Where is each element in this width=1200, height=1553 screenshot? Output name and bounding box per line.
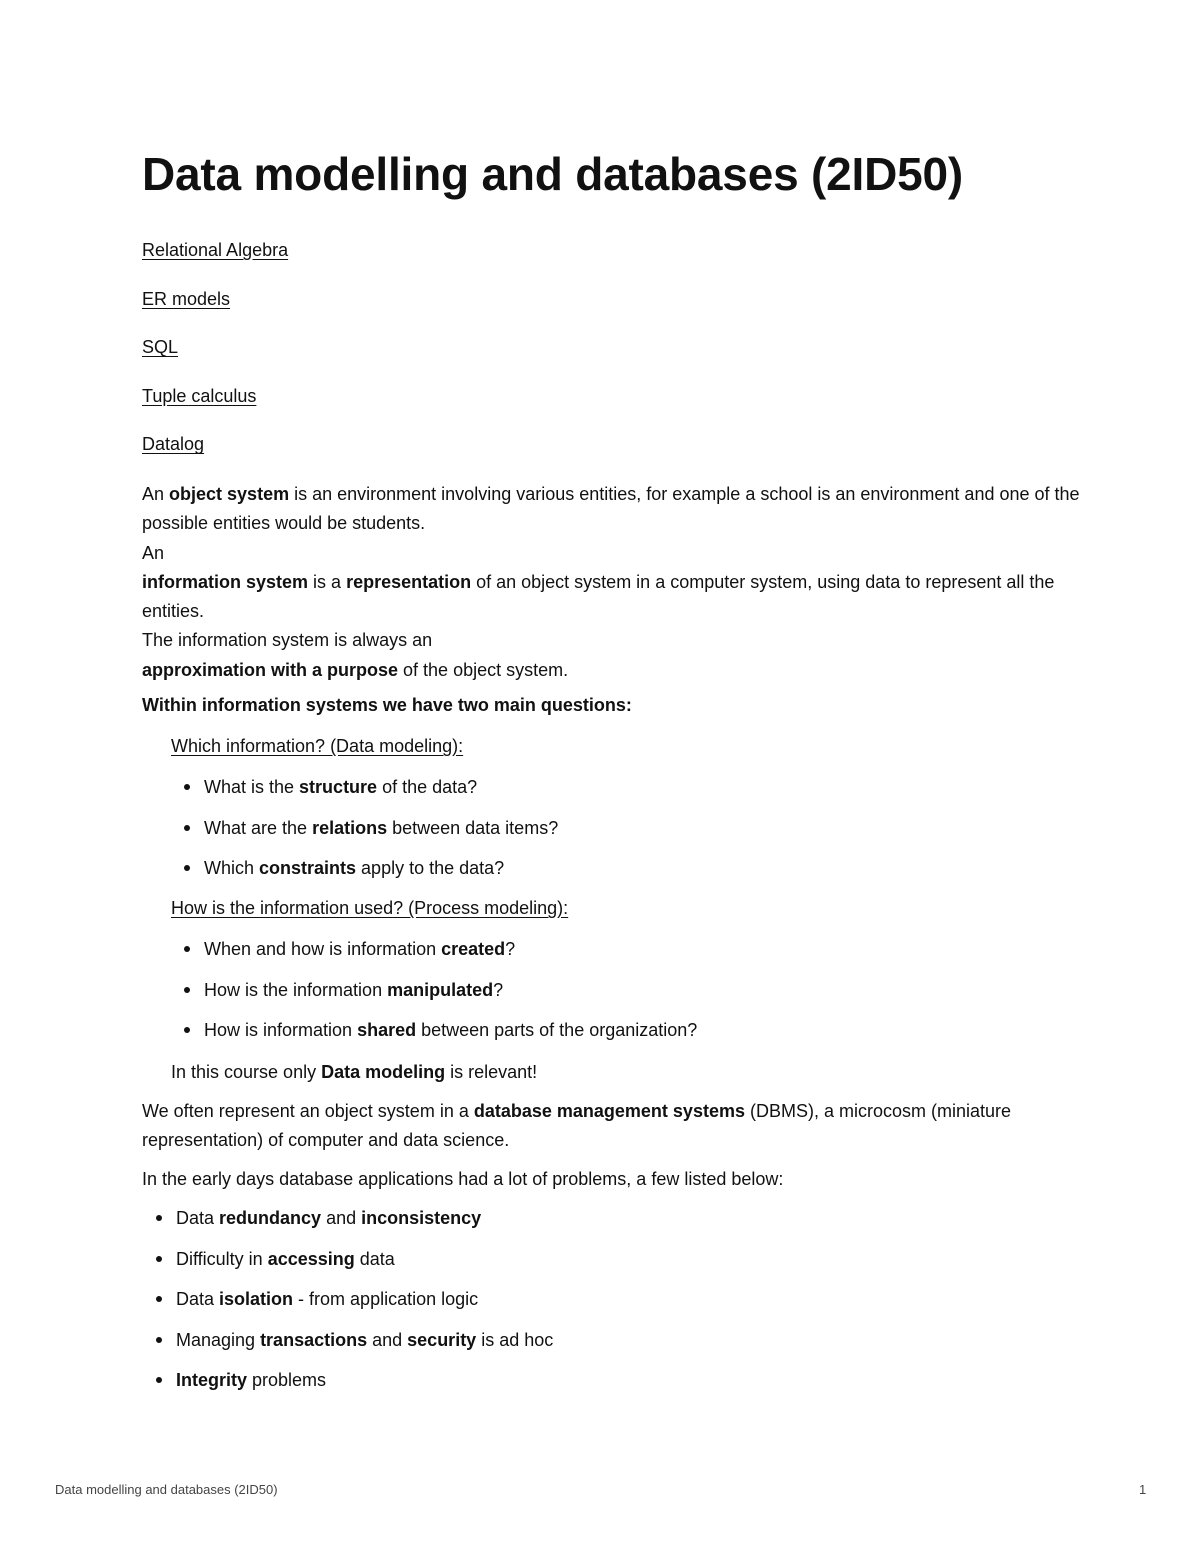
bullet-icon bbox=[184, 946, 190, 952]
toc-link-datalog[interactable]: Datalog bbox=[142, 434, 205, 455]
data-modeling-list bbox=[171, 777, 558, 899]
process-modeling-heading: How is the information used? (Process modeling): bbox=[171, 898, 569, 918]
problems-list bbox=[142, 1208, 553, 1411]
text-run: When and how is information bbox=[204, 939, 442, 959]
text-run: What is the bbox=[204, 777, 300, 797]
relevance-note bbox=[171, 1058, 1111, 1087]
list-item bbox=[142, 1249, 553, 1290]
text-run: of the data? bbox=[377, 777, 478, 797]
list-item bbox=[171, 858, 558, 899]
text-run: Which bbox=[204, 858, 260, 878]
list-item bbox=[171, 818, 558, 859]
term-dbms: database management systems bbox=[473, 1101, 745, 1121]
text-run: and bbox=[321, 1208, 362, 1228]
bullet-icon bbox=[156, 1215, 162, 1221]
list-item bbox=[142, 1330, 553, 1371]
emphasis: relations bbox=[312, 817, 388, 838]
intro-paragraph bbox=[142, 480, 1082, 685]
text-run: of an object system in a computer system, using data to represent all the entities. bbox=[142, 571, 1055, 622]
page-title: Data modelling and databases (2ID50) bbox=[142, 148, 964, 200]
questions-heading: Within information systems we have two main questions: bbox=[142, 695, 632, 715]
text-run: Managing bbox=[176, 1329, 261, 1350]
text-run: Data bbox=[176, 1208, 220, 1228]
toc-item bbox=[142, 289, 288, 338]
bullet-icon bbox=[184, 987, 190, 993]
bullet-icon bbox=[184, 784, 190, 790]
text-run: An bbox=[142, 484, 170, 504]
text-run: An bbox=[142, 542, 165, 563]
text-run: is an environment involving various entities, for example a school is an environment and one of the possible entities would be students. bbox=[142, 484, 1080, 534]
bullet-icon bbox=[156, 1296, 162, 1302]
toc-item bbox=[142, 337, 288, 386]
list-item bbox=[142, 1370, 553, 1411]
text-run: of the object system. bbox=[398, 659, 569, 680]
emphasis: transactions bbox=[260, 1329, 368, 1350]
text-run: apply to the data? bbox=[356, 858, 505, 878]
table-of-contents bbox=[142, 240, 288, 483]
term-approximation: approximation with a purpose bbox=[142, 659, 399, 680]
footer-page-number: 1 bbox=[1139, 1482, 1147, 1497]
bullet-icon bbox=[184, 1027, 190, 1033]
emphasis: inconsistency bbox=[361, 1208, 482, 1228]
text-run: and bbox=[367, 1329, 408, 1350]
text-run: problems bbox=[247, 1370, 327, 1390]
text-run: - from application logic bbox=[293, 1289, 479, 1309]
emphasis: shared bbox=[357, 1020, 417, 1040]
emphasis: manipulated bbox=[387, 979, 494, 1000]
term-object-system: object system bbox=[169, 484, 290, 504]
text-run: between parts of the organization? bbox=[416, 1020, 698, 1040]
toc-item bbox=[142, 386, 288, 435]
text-run: What are the bbox=[204, 817, 313, 838]
list-item bbox=[171, 939, 697, 980]
problems-intro: In the early days database applications had a lot of problems, a few listed below: bbox=[142, 1169, 784, 1189]
data-modeling-heading: Which information? (Data modeling): bbox=[171, 736, 464, 756]
list-item bbox=[142, 1289, 553, 1330]
toc-link-tuple-calculus[interactable]: Tuple calculus bbox=[142, 385, 257, 406]
emphasis: accessing bbox=[267, 1248, 355, 1269]
text-run: We often represent an object system in a bbox=[142, 1101, 474, 1121]
process-modeling-list bbox=[171, 939, 697, 1061]
text-run: data bbox=[354, 1248, 395, 1269]
text-run: is relevant! bbox=[445, 1062, 538, 1082]
text-run: is ad hoc bbox=[476, 1329, 554, 1350]
list-item bbox=[142, 1208, 553, 1249]
bullet-icon bbox=[184, 865, 190, 871]
emphasis: Data modeling bbox=[321, 1062, 446, 1082]
bullet-icon bbox=[156, 1256, 162, 1262]
text-run: The information system is always an bbox=[142, 630, 433, 651]
emphasis: created bbox=[441, 939, 506, 959]
toc-item bbox=[142, 434, 288, 483]
emphasis: structure bbox=[299, 777, 378, 797]
emphasis: security bbox=[407, 1329, 477, 1350]
text-run: Difficulty in bbox=[176, 1248, 268, 1269]
term-representation: representation bbox=[346, 571, 472, 592]
footer-document-title: Data modelling and databases (2ID50) bbox=[55, 1482, 278, 1497]
text-run: ? bbox=[505, 939, 516, 959]
emphasis: isolation bbox=[219, 1289, 294, 1309]
text-run: is a bbox=[308, 571, 347, 592]
dbms-paragraph bbox=[142, 1097, 1082, 1156]
emphasis: redundancy bbox=[219, 1208, 322, 1228]
list-item bbox=[171, 1020, 697, 1061]
emphasis: Integrity bbox=[176, 1370, 248, 1390]
bullet-icon bbox=[184, 825, 190, 831]
term-information-system: information system bbox=[142, 571, 309, 592]
text-run: between data items? bbox=[387, 817, 559, 838]
text-run: In this course only bbox=[171, 1062, 322, 1082]
toc-link-relational-algebra[interactable]: Relational Algebra bbox=[142, 240, 289, 260]
toc-item bbox=[142, 240, 288, 289]
text-run: How is information bbox=[204, 1020, 358, 1040]
list-item bbox=[171, 777, 558, 818]
emphasis: constraints bbox=[259, 858, 357, 878]
text-run: Data bbox=[176, 1289, 220, 1309]
text-run: ? bbox=[493, 979, 504, 1000]
bullet-icon bbox=[156, 1337, 162, 1343]
list-item bbox=[171, 980, 697, 1021]
bullet-icon bbox=[156, 1377, 162, 1383]
text-run: How is the information bbox=[204, 979, 388, 1000]
toc-link-er-models[interactable]: ER models bbox=[142, 288, 231, 309]
text-run: (DBMS), a microcosm (miniature representation) of computer and data science. bbox=[142, 1101, 1012, 1151]
toc-link-sql[interactable]: SQL bbox=[142, 337, 179, 358]
